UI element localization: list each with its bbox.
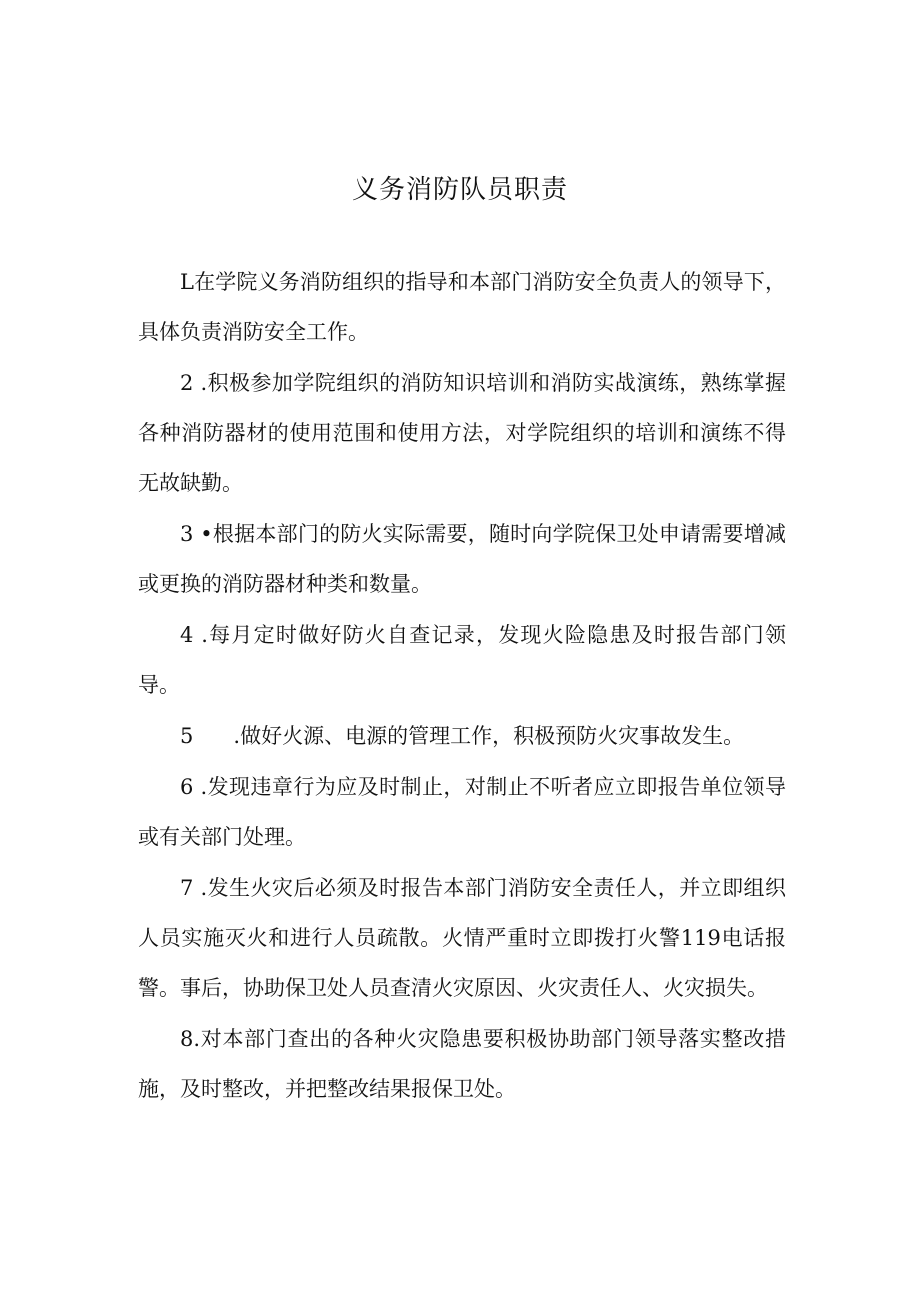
duty-item-5: 5 .做好火源、电源的管理工作，积极预防火灾事故发生。: [180, 724, 745, 748]
document-body: [138, 257, 786, 1115]
duty-item-1: L在学院义务消防组织的指导和本部门消防安全负责人的领导下，具体负责消防安全工作。: [138, 270, 786, 344]
duty-item-7: 7 .发生火灾后必须及时报告本部门消防安全责任人，并立即组织人员实施灭火和进行人员疏散。火情严重时立即拨打火警119电话报警。事后，协助保卫处人员查清火灾原因、火灾责任人、火灾损失。: [138, 876, 786, 1000]
document-title: 义务消防队员职责: [351, 175, 568, 205]
duty-item-3: 3 •根据本部门的防火实际需要，随时向学院保卫处申请需要增减或更换的消防器材种类和数量。: [138, 522, 786, 596]
duty-item-4: 4 .每月定时做好防火自查记录，发现火险隐患及时报告部门领导。: [138, 623, 786, 697]
duty-item-2: 2 .积极参加学院组织的消防知识培训和消防实战演练，熟练掌握各种消防器材的使用范围和使用方法，对学院组织的培训和演练不得无故缺勤。: [138, 371, 786, 495]
duty-item-8: 8.对本部门查出的各种火灾隐患要积极协助部门领导落实整改措施，及时整改，并把整改结果报保卫处。: [138, 1027, 786, 1101]
duty-item-6: 6 .发现违章行为应及时制止，对制止不听者应立即报告单位领导或有关部门处理。: [138, 775, 786, 849]
